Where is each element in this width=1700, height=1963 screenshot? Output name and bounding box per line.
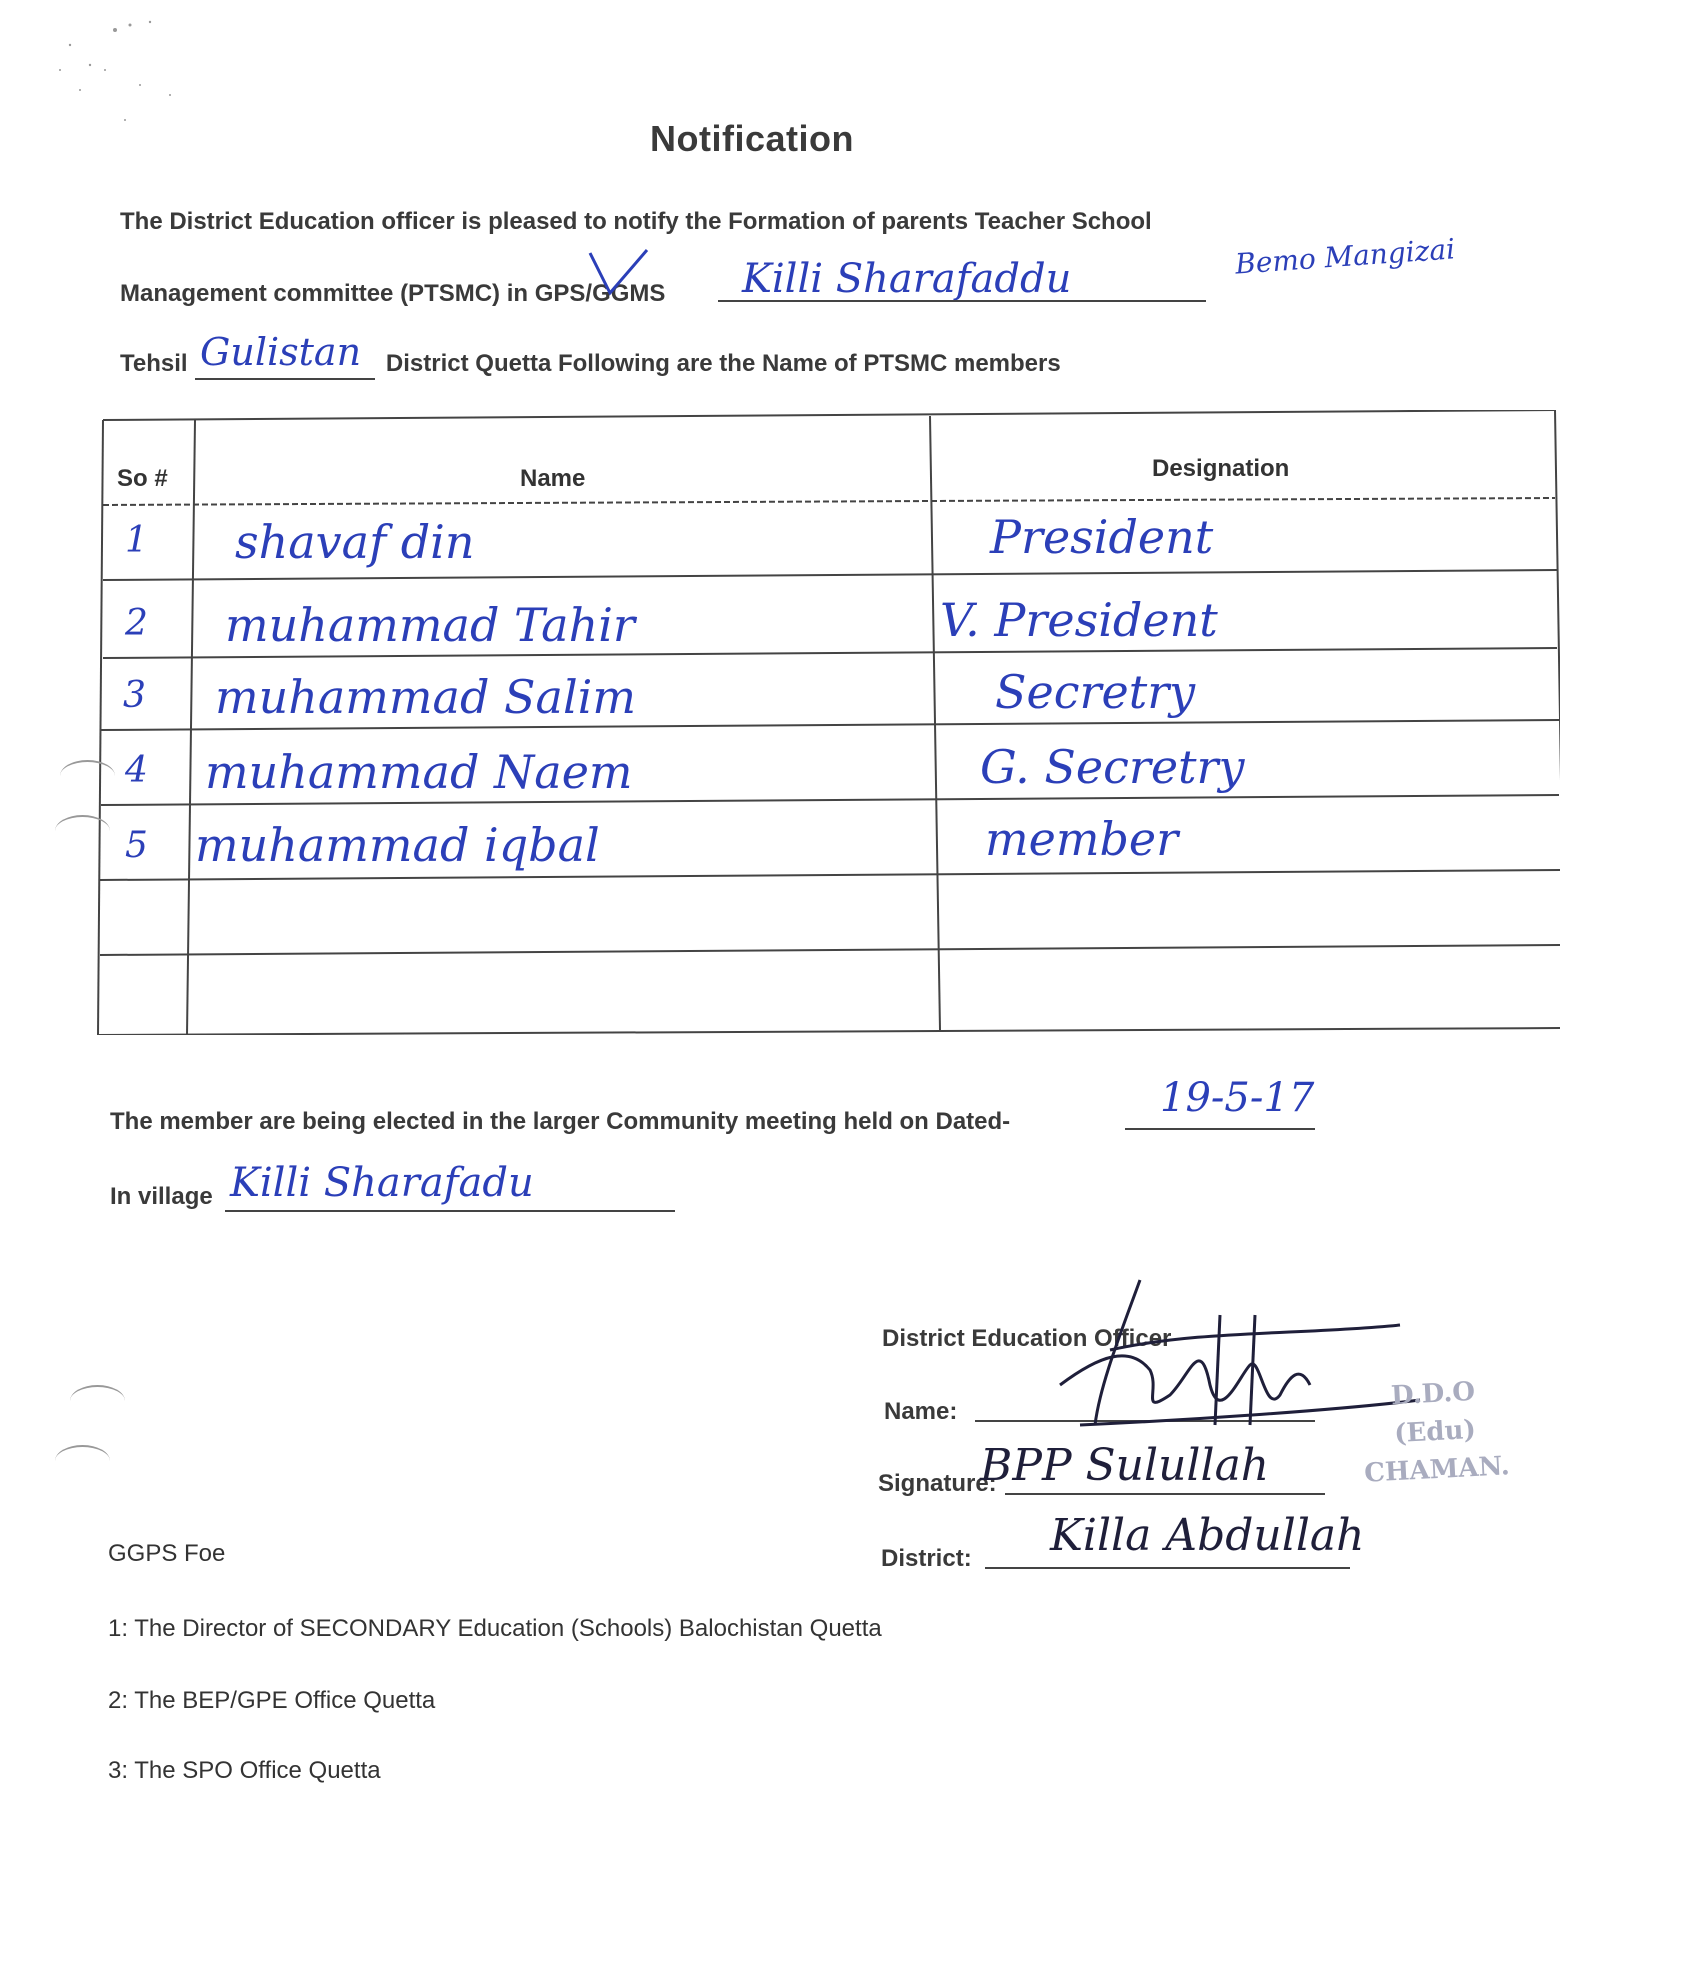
row-designation: President <box>990 510 1214 564</box>
copy-recipient: 1: The Director of SECONDARY Education (Schools) Balochistan Quetta <box>108 1615 882 1642</box>
deo-name-label: Name: <box>884 1398 958 1425</box>
row-designation: member <box>985 812 1179 866</box>
row-designation: V. President <box>940 593 1218 647</box>
header-serial: So # <box>117 465 168 492</box>
deo-district-handwritten: Killa Abdullah <box>1050 1510 1365 1561</box>
deo-district-label: District: <box>881 1545 972 1572</box>
village-handwritten: Killi Sharafadu <box>230 1160 534 1206</box>
stamp-line-2: (Edu) <box>1393 1414 1477 1450</box>
deo-district-underline <box>985 1567 1350 1569</box>
copy-recipient: 3: The SPO Office Quetta <box>108 1757 381 1784</box>
hole-punch-mark <box>55 1445 110 1477</box>
row-name: muhammad iqbal <box>195 818 600 872</box>
copy-recipient: 2: The BEP/GPE Office Quetta <box>108 1687 436 1714</box>
meeting-statement: The member are being elected in the larger Community meeting held on Dated- <box>110 1108 1011 1135</box>
intro-line-3-suffix: District Quetta Following are the Name of PTSMC members <box>385 350 1061 377</box>
scan-specks <box>30 10 190 130</box>
header-designation: Designation <box>1152 455 1290 482</box>
row-serial: 2 <box>125 603 148 644</box>
row-name: muhammad Salim <box>215 670 637 724</box>
header-name: Name <box>520 465 586 492</box>
row-name: muhammad Naem <box>205 745 633 799</box>
checkmark-scribble <box>585 245 655 305</box>
tehsil-underline <box>195 378 375 380</box>
row-serial: 4 <box>125 750 148 791</box>
stamp-line-1: D.D.O <box>1390 1376 1476 1412</box>
ptsmc-members-table <box>95 410 1560 1035</box>
row-designation: G. Secretry <box>980 740 1245 794</box>
village-label: In village <box>110 1183 213 1210</box>
deo-signature-underline <box>1005 1493 1325 1495</box>
intro-line-1: The District Education officer is pleased to notify the Formation of parents Teacher School <box>120 208 1152 235</box>
ddo-stamp <box>1332 1370 1538 1494</box>
tehsil-label: Tehsil <box>120 350 188 377</box>
row-serial: 5 <box>125 825 148 866</box>
row-serial: 3 <box>123 675 146 716</box>
ggps-label: GGPS Foe <box>108 1540 226 1567</box>
deo-signature-handwritten: BPP Sulullah <box>980 1440 1270 1491</box>
row-designation: Secretry <box>995 665 1196 719</box>
school-name-handwritten: Killi Sharafaddu <box>742 256 1072 302</box>
row-name: muhammad Tahir <box>225 598 635 652</box>
school-extra-handwritten: Bemo Mangizai <box>1234 232 1457 281</box>
stamp-line-3: CHAMAN. <box>1363 1451 1511 1489</box>
meeting-date-handwritten: 19-5-17 <box>1160 1075 1315 1121</box>
row-serial: 1 <box>125 520 148 561</box>
deo-heading: District Education Officer <box>882 1325 1172 1352</box>
row-name: shavaf din <box>235 515 475 569</box>
tehsil-handwritten: Gulistan <box>200 330 362 374</box>
village-underline <box>225 1210 675 1212</box>
page-title: Notification <box>650 118 854 159</box>
intro-line-2 <box>120 280 665 308</box>
hole-punch-mark <box>60 760 115 792</box>
intro-line-2-prefix: Management committee (PTSMC) in GPS/GGMS <box>120 280 666 307</box>
school-name-underline <box>718 300 1206 302</box>
meeting-date-underline <box>1125 1128 1315 1130</box>
hole-punch-mark <box>70 1385 125 1417</box>
deo-signature-label: Signature: <box>878 1470 997 1497</box>
hole-punch-mark <box>55 815 110 847</box>
